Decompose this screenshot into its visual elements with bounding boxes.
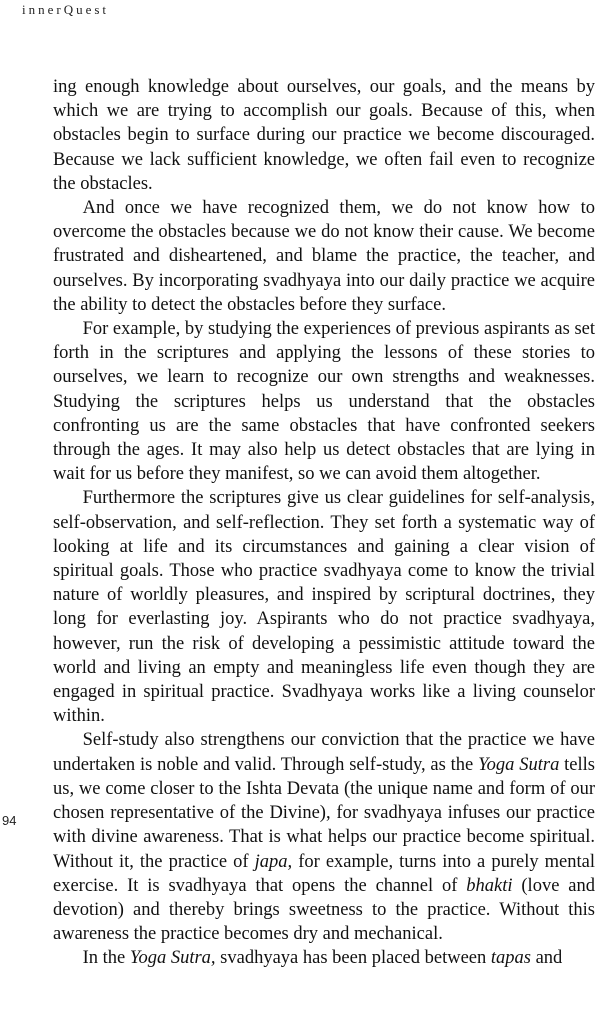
- text-run: for example, turns into a purely mental exercise. It is svadhyaya that opens the channel of: [53, 851, 595, 896]
- italic-term: Yoga Sutra,: [129, 948, 216, 969]
- body-text: [53, 75, 595, 971]
- text-run: And once we have recognized them, we do not know how to overcome the obstacles because we do not know their cause. We become frustrated and disheartened, and blame the practice, the teacher, and ourselves. By incorporating svadhyaya into our daily practice we acquire the ability to detect the obstacles before they surface.: [53, 198, 595, 315]
- text-run: tells us, we come closer to the Ishta Devata (the unique name and form of our chosen representative of the Divine), for svadhyaya infuses our practice with divine awareness. That is what helps our practice become spiritual. Without it, the practice of: [53, 754, 595, 872]
- running-head: innerQuest: [22, 2, 110, 17]
- text-run: In the: [82, 948, 130, 969]
- paragraph: [53, 486, 595, 728]
- italic-term: tapas: [490, 948, 531, 969]
- page-number: 94: [2, 813, 17, 828]
- paragraph: [53, 75, 595, 196]
- text-run: svadhyaya has been placed between: [215, 948, 491, 969]
- italic-term: bhakti: [466, 875, 513, 896]
- text-run: (love and devotion) and thereby brings sweetness to the practice. Without this awareness the practice becomes dry and mechanical.: [53, 875, 595, 945]
- paragraph: [53, 196, 595, 317]
- text-run: Furthermore the scriptures give us clear guidelines for self-analysis, self-observation, and self-reflection. They set forth a systematic way of looking at life and its circumstances and gaining a clear vision of spiritual goals. Those who practice svadhyaya come to know the trivial nature of worldly pleasures, and inspired by scriptural doctrines, they long for everlasting joy. Aspirants who do not practice svadhyaya, however, run the risk of developing a pessimistic attitude toward the world and living an empty and meaningless life even though they are engaged in spiritual practice. Svadhyaya works like a living counselor within.: [53, 488, 595, 727]
- text-run: and: [530, 948, 563, 969]
- paragraph: [53, 728, 595, 946]
- italic-term: japa,: [254, 851, 293, 872]
- text-run: ing enough knowledge about ourselves, our goals, and the means by which we are trying to accomplish our goals. Because of this, when obstacles begin to surface during our practice we become discouraged. Because we lack sufficient knowledge, we often fail even to recognize the obstacles.: [53, 77, 595, 194]
- paragraph: [53, 946, 595, 970]
- paragraph: [53, 317, 595, 486]
- text-run: For example, by studying the experiences of previous aspirants as set forth in the scriptures and applying the lessons of these stories to ourselves, we learn to recognize our own strengths and weaknesses. Studying the scriptures helps us understand that the obstacles confronting us are the same obstacles that have confronted seekers through the ages. It may also help us detect obstacles that are lying in wait for us before they manifest, so we can avoid them altogether.: [53, 319, 595, 485]
- italic-term: Yoga Sutra: [478, 754, 560, 775]
- text-run: Self-study also strengthens our conviction that the practice we have undertaken is noble and valid. Through self-study, as the: [53, 730, 595, 775]
